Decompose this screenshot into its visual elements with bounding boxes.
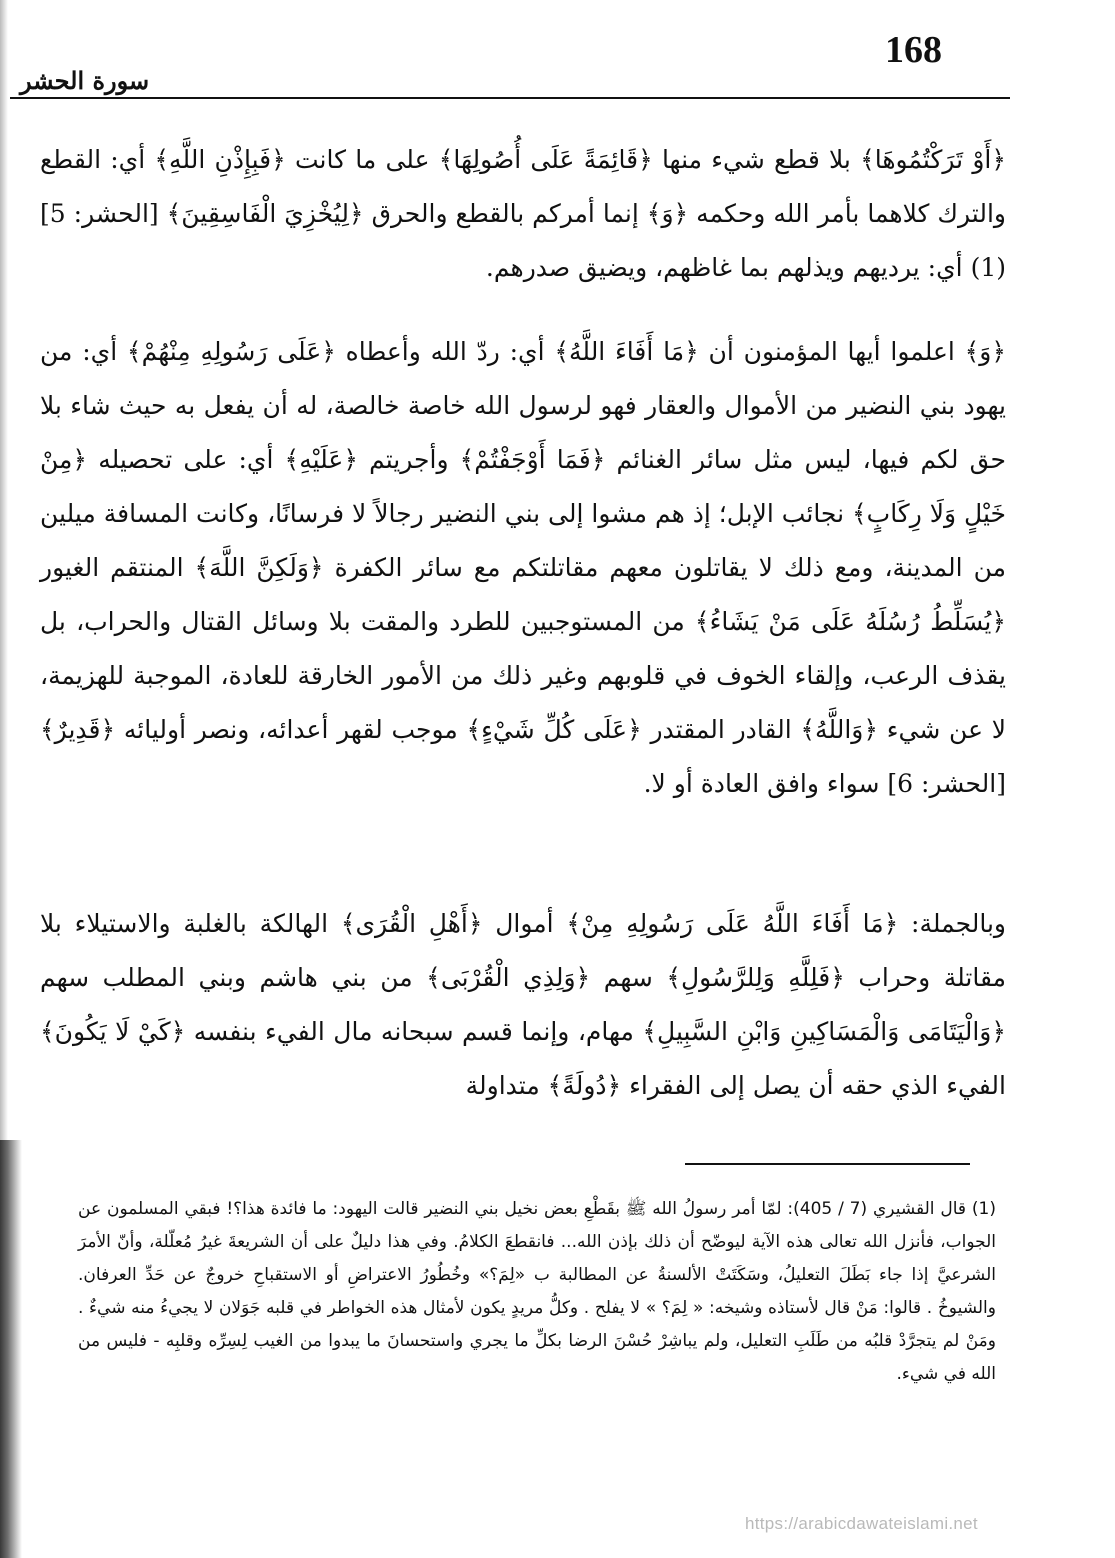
body-paragraph-1: ﴿أَوْ تَرَكْتُمُوهَا﴾ بلا قطع شيء منها ﴿قَائِمَةً عَلَى أُصُولِهَا﴾ على ما كانت ﴿فَبِإِذْنِ اللَّهِ﴾ أي: القطع والترك كلاهما بأمر الله وحكمه ﴿وَ﴾ إنما أمركم بالقطع والحرق ﴿لِيُخْزِيَ الْفَاسِقِينَ﴾ [الحشر: 5] (1) أي: يرديهم ويذلهم بما غاظهم، ويضيق صدرهم. xyxy=(40,145,1006,282)
running-header-title: سورة الحشر xyxy=(20,66,150,95)
body-paragraph-2: ﴿وَ﴾ اعلموا أيها المؤمنون أن ﴿مَا أَفَاءَ اللَّهُ﴾ أي: ردّ الله وأعطاه ﴿عَلَى رَسُولِهِ مِنْهُمْ﴾ أي: من يهود بني النضير من الأموال والعقار فهو لرسول الله خاصة خالصة، له أن يفعل به حيث شاء بلا حق لكم فيها، ليس مثل سائر الغنائم ﴿فَمَا أَوْجَفْتُمْ﴾ وأجريتم ﴿عَلَيْهِ﴾ أي: على تحصيله ﴿مِنْ خَيْلٍ وَلَا رِكَابٍ﴾ نجائب الإبل؛ إذ هم مشوا إلى بني النضير رجالاً لا فرسانًا، وكانت المسافة ميلين من المدينة، ومع ذلك لا يقاتلون معهم مقاتلتكم مع سائر الكفرة ﴿وَلَكِنَّ اللَّهَ﴾ المنتقم الغيور ﴿يُسَلِّطُ رُسُلَهُ عَلَى مَنْ يَشَاءُ﴾ من المستوجبين للطرد والمقت بلا وسائل القتال والحراب، بل يقذف الرعب، وإلقاء الخوف في قلوبهم وغير ذلك من الأمور الخارقة للعادة، الموجبة للهزيمة، لا عن شيء ﴿وَاللَّهُ﴾ القادر المقتدر ﴿عَلَى كُلِّ شَيْءٍ﴾ موجب لقهر أعدائه، ونصر أوليائه ﴿قَدِيرٌ﴾ [الحشر: 6] سواء وافق العادة أو لا. xyxy=(40,337,1006,798)
page-number: 168 xyxy=(885,29,942,71)
scan-edge-shadow xyxy=(0,1140,22,1558)
body-paragraph-3: وبالجملة: ﴿مَا أَفَاءَ اللَّهُ عَلَى رَسُولِهِ مِنْ﴾ أموال ﴿أَهْلِ الْقُرَى﴾ الهالكة بالغلبة والاستيلاء بلا مقاتلة وحراب ﴿فَلِلَّهِ وَلِلرَّسُولِ﴾ سهم ﴿وَلِذِي الْقُرْبَى﴾ من بني هاشم وبني المطلب سهم ﴿وَالْيَتَامَى وَالْمَسَاكِينِ وَابْنِ السَّبِيلِ﴾ مهام، وإنما قسم سبحانه مال الفيء بنفسه ﴿كَيْ لَا يَكُونَ﴾ الفيء الذي حقه أن يصل إلى الفقراء ﴿دُولَةً﴾ متداولة xyxy=(40,909,1006,1100)
footnote-divider xyxy=(685,1163,970,1165)
header-divider xyxy=(10,97,1010,99)
watermark-url: https://arabicdawateislami.net xyxy=(745,1514,978,1533)
footnote: (1) قال القشيري (7 / 405): لمّا أمر رسولُ الله ﷺ بقَطْعِ بعض نخيل بني النضير قالت اليهود: ما فائدة هذا؟! فبقي المسلمون عن الجواب، فأنزل الله تعالى هذه الآية ليوضّح أن ذلك بإذن الله... فانقطعَ الكلامُ. وفي هذا دليلٌ على أن الشريعةَ غيرُ مُعلّلة، وأنّ الأمرَ الشرعيَّ إذا جاء بَطَلَ التعليلُ، وسَكَتَتْ الألسنةُ عن المطالبة ب «لِمَ؟» وخُطُورُ الاعتراضِ أو الاستقباحِ خروجٌ عن حَدِّ العرفان. والشيوخُ . قالوا: مَنْ قال لأستاذه وشيخه: « لِمَ؟ » لا يفلح . وكلُّ مريدٍ يكون لأمثال هذه الخواطر في قلبه جَوَلان لا يجيءُ منه شيءٌ . ومَنْ لم يتجرَّدْ قلبُه من طَلَبِ التعليل، ولم يباشِرْ حُسْنَ الرضا بكلِّ ما يجري واستحسانَ ما يبدوا من الغيب لِسِرِّه وقلبِه - فليس من الله في شيء. xyxy=(78,1199,996,1384)
